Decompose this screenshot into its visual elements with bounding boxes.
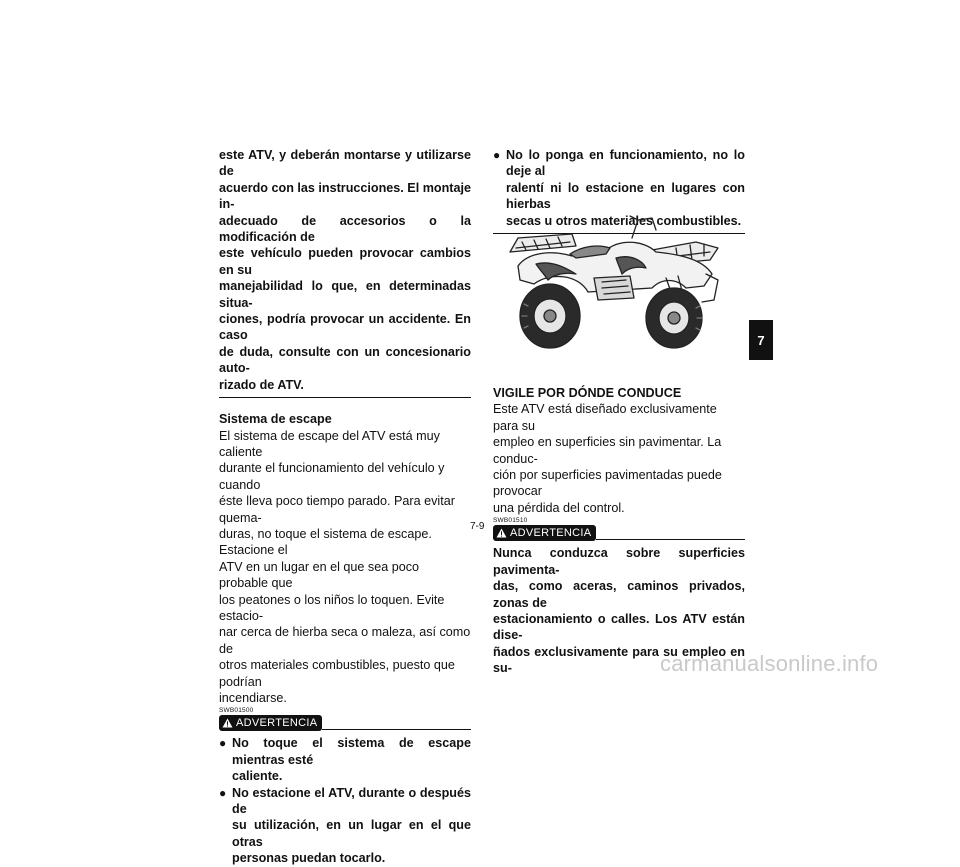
warning-triangle-icon: [222, 718, 233, 728]
text-line: ñados exclusivamente para su empleo en su-: [493, 644, 745, 676]
watermark: carmanualsonline.info: [660, 651, 879, 676]
warning-label: ADVERTENCIA: [510, 527, 592, 540]
text-line: duras, no toque el sistema de escape. Estacione el: [219, 526, 432, 558]
text-line: ciones, podría provocar un accidente. En caso: [219, 312, 471, 343]
text-line: acuerdo con las instrucciones. El montaje in-: [219, 180, 471, 212]
atv-illustration-icon: [506, 208, 724, 353]
section-body-exhaust: [219, 428, 471, 707]
text-line: No lo ponga en funcionamiento, no lo deje al: [506, 148, 745, 179]
text-line: durante el funcionamiento del vehículo y cuando: [219, 461, 445, 492]
text-line: No toque el sistema de escape mientras esté: [232, 736, 471, 767]
text-line: estacionamiento o calles. Los ATV están dise-: [493, 611, 745, 643]
section-body-riding: [493, 401, 745, 516]
warning-header-rule: [322, 729, 471, 730]
text-line: éste lleva poco tiempo parado. Para evitar quema-: [219, 494, 455, 525]
text-line: rizado de ATV.: [219, 377, 304, 392]
section-title-riding: VIGILE POR DÓNDE CONDUCE: [493, 386, 682, 401]
text-line: El sistema de escape del ATV está muy caliente: [219, 428, 440, 459]
list-item-text: [232, 785, 471, 867]
warning-badge: [219, 715, 322, 731]
warning-header: [493, 525, 745, 541]
warning-triangle-icon: [496, 528, 507, 538]
warning-header: [219, 715, 471, 731]
chapter-tab: 7: [749, 320, 773, 360]
text-line: este vehículo pueden provocar cambios en su: [219, 246, 471, 277]
text-line: incendiarse.: [219, 691, 287, 705]
text-line: ATV en un lugar en el que sea poco probable que: [219, 559, 420, 591]
text-line: No estacione el ATV, durante o después de: [232, 785, 471, 817]
text-line: su utilización, en un lugar en el que otras: [232, 818, 471, 849]
text-line: ción por superficies pavimentadas puede provocar: [493, 468, 722, 499]
text-line: caliente.: [232, 769, 283, 784]
list-item: [219, 785, 471, 867]
warning-continued-text: [219, 147, 471, 393]
text-line: Nunca conduzca sobre superficies pavimenta-: [493, 546, 745, 577]
warning-header-rule: [596, 539, 745, 540]
warning-label: ADVERTENCIA: [236, 717, 318, 730]
text-line: una pérdida del control.: [493, 500, 625, 515]
text-line: nar cerca de hierba seca o maleza, así como de: [219, 625, 471, 656]
section-title-exhaust: Sistema de escape: [219, 412, 332, 427]
text-line: adecuado de accesorios o la modificación de: [219, 213, 471, 245]
warning-badge: [493, 525, 596, 541]
list-item-text: [232, 735, 471, 784]
text-line: personas puedan tocarlo.: [232, 851, 386, 866]
warning-end-rule: [219, 397, 471, 398]
text-line: Este ATV está diseñado exclusivamente para su: [493, 402, 717, 433]
text-line: manejabilidad lo que, en determinadas situa-: [219, 279, 471, 310]
text-line: los peatones o los niños lo toquen. Evite estacio-: [219, 592, 445, 623]
text-line: secas u otros materiales combustibles.: [506, 213, 742, 228]
text-line: das, como aceras, caminos privados, zonas de: [493, 579, 745, 610]
text-line: de duda, consulte con un concesionario auto-: [219, 344, 471, 376]
left-column: [219, 147, 471, 867]
list-item: [219, 735, 471, 784]
warning-code: SWB01510: [493, 517, 528, 525]
text-line: empleo en superficies sin pavimentar. La conduc-: [493, 435, 722, 466]
bullet-dot-icon: ●: [219, 785, 227, 800]
text-line: este ATV, y deberán montarse y utilizarse de: [219, 148, 471, 179]
warning-code: SWB01500: [219, 707, 254, 715]
warning-bullets: [219, 735, 471, 866]
bullet-dot-icon: ●: [493, 148, 501, 162]
page-number: 7-9: [470, 521, 485, 532]
bullet-dot-icon: ●: [219, 736, 227, 751]
text-line: ralentí ni lo estacione en lugares con hierbas: [506, 180, 745, 212]
text-line: otros materiales combustibles, puesto que podrían: [219, 658, 455, 689]
